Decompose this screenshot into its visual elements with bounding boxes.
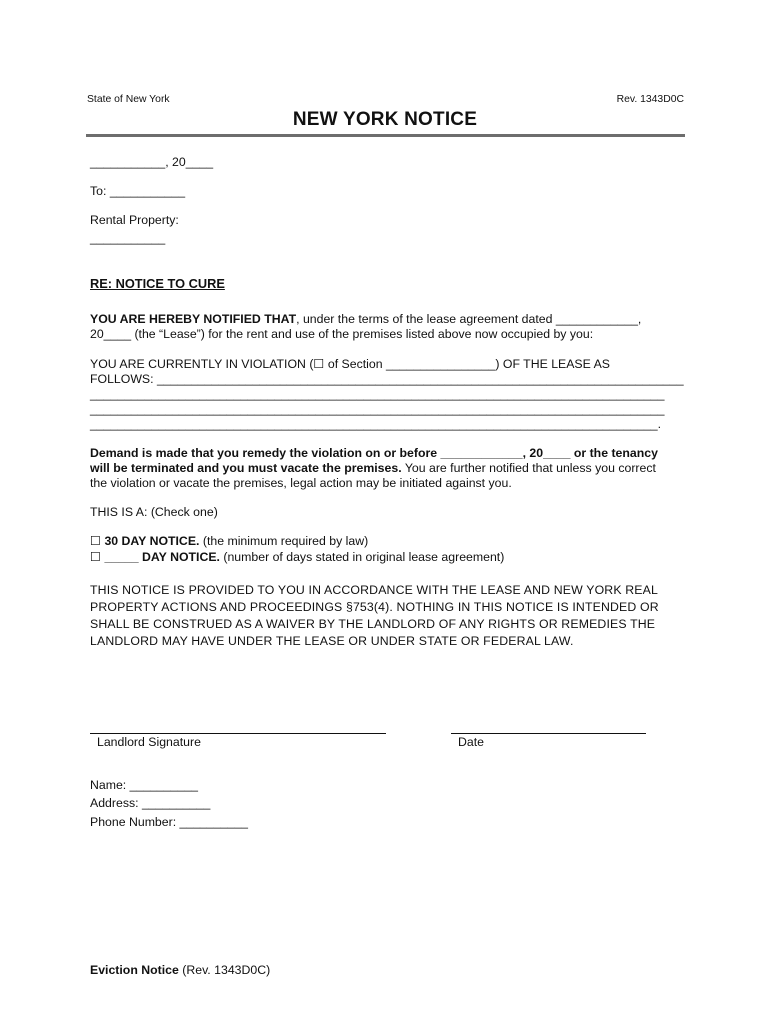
demand-line-2 [90, 461, 656, 475]
footer [90, 963, 270, 977]
address-field: Address: __________ [90, 796, 211, 810]
legal-line-3: SHALL BE CONSTRUED AS A WAIVER BY THE LANDLORD OF ANY RIGHTS OR REMEDIES THE [90, 617, 656, 631]
rental-property-blank: ___________ [90, 231, 166, 245]
option-30-day-label: ☐ 30 DAY NOTICE. [90, 534, 200, 548]
state-label: State of New York [87, 94, 170, 105]
legal-line-4: LANDLORD MAY HAVE UNDER THE LEASE OR UNDER STATE OR FEDERAL LAW. [90, 634, 574, 648]
violation-line-2: FOLLOWS: _____________________________________________________________________________ [90, 372, 684, 386]
date-line: ___________, 20____ [90, 155, 214, 169]
notified-line-1 [90, 312, 641, 326]
name-field: Name: __________ [90, 778, 199, 792]
notified-rest: , under the terms of the lease agreement dated ____________, [296, 312, 642, 326]
rental-property-label: Rental Property: [90, 213, 179, 227]
check-one-label: THIS IS A: (Check one) [90, 505, 218, 519]
option-custom-day [90, 550, 504, 564]
revision-label: Rev. 1343D0C [616, 94, 684, 105]
demand-line-3: the violation or vacate the premises, legal action may be initiated against you. [90, 476, 512, 490]
re-heading: RE: NOTICE TO CURE [90, 276, 225, 291]
notified-lead: YOU ARE HEREBY NOTIFIED THAT [90, 312, 297, 326]
violation-line-4: ____________________________________________________________________________________ [90, 402, 665, 416]
demand-rest: You are further notified that unless you correct [401, 461, 656, 475]
date-signature-label: Date [458, 735, 484, 749]
to-line: To: ___________ [90, 184, 186, 198]
notified-line-2: 20____ (the “Lease”) for the rent and use of the premises listed above now occupied by you: [90, 327, 594, 341]
footer-title: Eviction Notice [90, 963, 179, 977]
legal-line-2: PROPERTY ACTIONS AND PROCEEDINGS §753(4). NOTHING IN THIS NOTICE IS INTENDED OR [90, 600, 659, 614]
violation-line-3: ____________________________________________________________________________________ [90, 387, 665, 401]
landlord-signature-label: Landlord Signature [97, 735, 201, 749]
footer-revision: (Rev. 1343D0C) [178, 963, 271, 977]
option-30-day-note: (the minimum required by law) [199, 534, 369, 548]
violation-line-1: YOU ARE CURRENTLY IN VIOLATION (☐ of Section ________________) OF THE LEASE AS [90, 357, 610, 371]
title-rule [86, 134, 685, 137]
page-title: NEW YORK NOTICE [292, 109, 478, 130]
option-custom-day-label: ☐ _____ DAY NOTICE. [90, 550, 220, 564]
landlord-signature-line [90, 733, 386, 734]
option-custom-day-note: (number of days stated in original lease agreement) [219, 550, 505, 564]
phone-field: Phone Number: __________ [90, 815, 248, 829]
date-signature-line [451, 733, 646, 734]
violation-line-5: ___________________________________________________________________________________. [90, 417, 662, 431]
legal-line-1: THIS NOTICE IS PROVIDED TO YOU IN ACCORDANCE WITH THE LEASE AND NEW YORK REAL [90, 583, 658, 597]
option-30-day [90, 534, 368, 548]
demand-line-1: Demand is made that you remedy the violation on or before ____________, 20____ or the tenancy [90, 446, 658, 460]
demand-bold: will be terminated and you must vacate the premises. [90, 461, 402, 475]
